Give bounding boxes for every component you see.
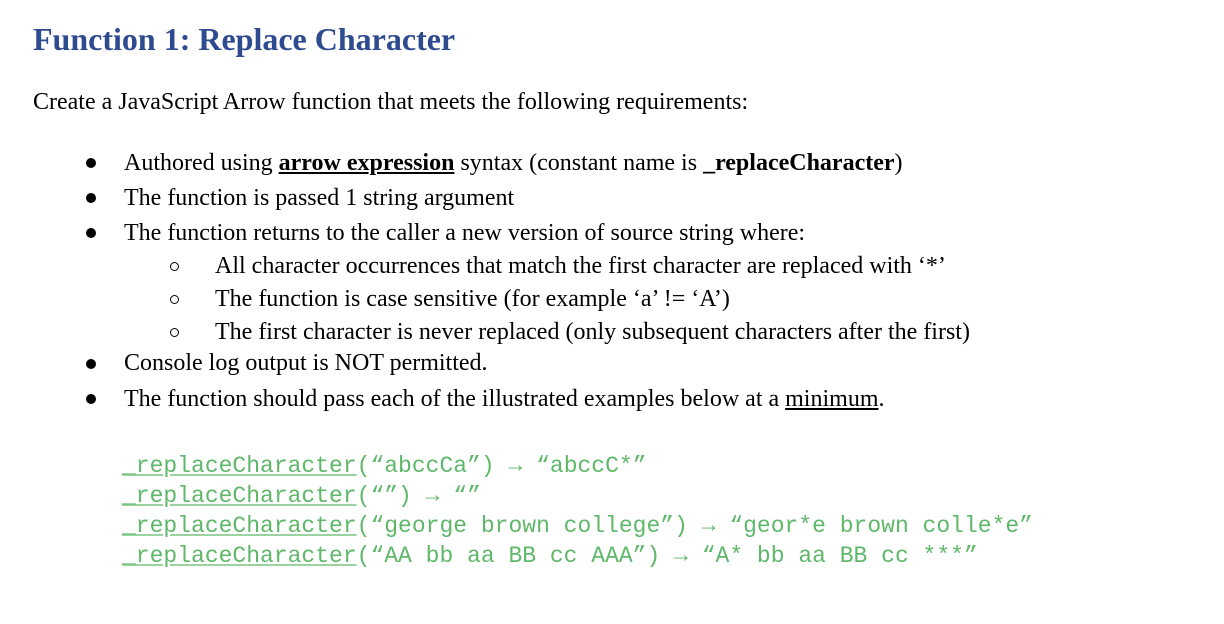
page-title: Function 1: Replace Character — [33, 21, 456, 57]
function-name: _replaceCharacter — [122, 453, 357, 479]
arrow-expression-emphasis: arrow expression — [278, 150, 455, 176]
example-call: (“”) — [356, 483, 412, 509]
function-name: _replaceCharacter — [122, 543, 357, 569]
code-example — [122, 451, 647, 481]
requirement-2: The function is passed 1 string argument — [124, 185, 515, 211]
requirement-3: The function returns to the caller a new version of source string where: — [124, 220, 806, 246]
arrow-icon: → — [494, 453, 537, 479]
bullet-icon — [86, 359, 96, 369]
example-result: “” — [453, 483, 481, 509]
requirement-5 — [124, 384, 884, 414]
circle-bullet-icon — [170, 262, 179, 271]
requirement-1 — [124, 148, 903, 178]
code-example — [122, 481, 481, 511]
bullet-icon — [86, 228, 96, 238]
requirement-5-end: . — [878, 386, 885, 412]
function-name: _replaceCharacter — [122, 513, 357, 539]
requirement-1-text: Authored using — [124, 150, 279, 176]
constant-name: _replaceCharacter — [703, 150, 895, 176]
circle-bullet-icon — [170, 328, 179, 337]
example-result: “A* bb aa BB cc ***” — [701, 543, 978, 569]
requirement-4: Console log output is NOT permitted. — [124, 350, 488, 376]
example-result: “abccC*” — [536, 453, 647, 479]
arrow-icon: → — [411, 483, 454, 509]
requirement-1-end: ) — [894, 150, 903, 176]
function-name: _replaceCharacter — [122, 483, 357, 509]
code-example — [122, 511, 1033, 541]
sub-requirement-2: The function is case sensitive (for example ‘a’ != ‘A’) — [215, 286, 730, 312]
bullet-icon — [86, 394, 96, 404]
minimum-emphasis: minimum — [785, 386, 879, 412]
bullet-icon — [86, 158, 96, 168]
sub-requirement-1: All character occurrences that match the first character are replaced with ‘*’ — [215, 253, 946, 279]
requirement-5-text: The function should pass each of the illustrated examples below at a — [124, 386, 786, 412]
bullet-icon — [86, 193, 96, 203]
example-call: (“george brown college”) — [356, 513, 688, 539]
arrow-icon: → — [687, 513, 730, 539]
example-result: “geor*e brown colle*e” — [729, 513, 1033, 539]
code-example — [122, 541, 978, 571]
circle-bullet-icon — [170, 295, 179, 304]
example-call: (“abccCa”) — [356, 453, 495, 479]
intro-text: Create a JavaScript Arrow function that meets the following requirements: — [33, 89, 749, 115]
requirement-1-middle: syntax (constant name is — [454, 150, 704, 176]
example-call: (“AA bb aa BB cc AAA”) — [356, 543, 661, 569]
arrow-icon: → — [660, 543, 702, 569]
sub-requirement-3: The first character is never replaced (only subsequent characters after the first) — [215, 319, 970, 345]
